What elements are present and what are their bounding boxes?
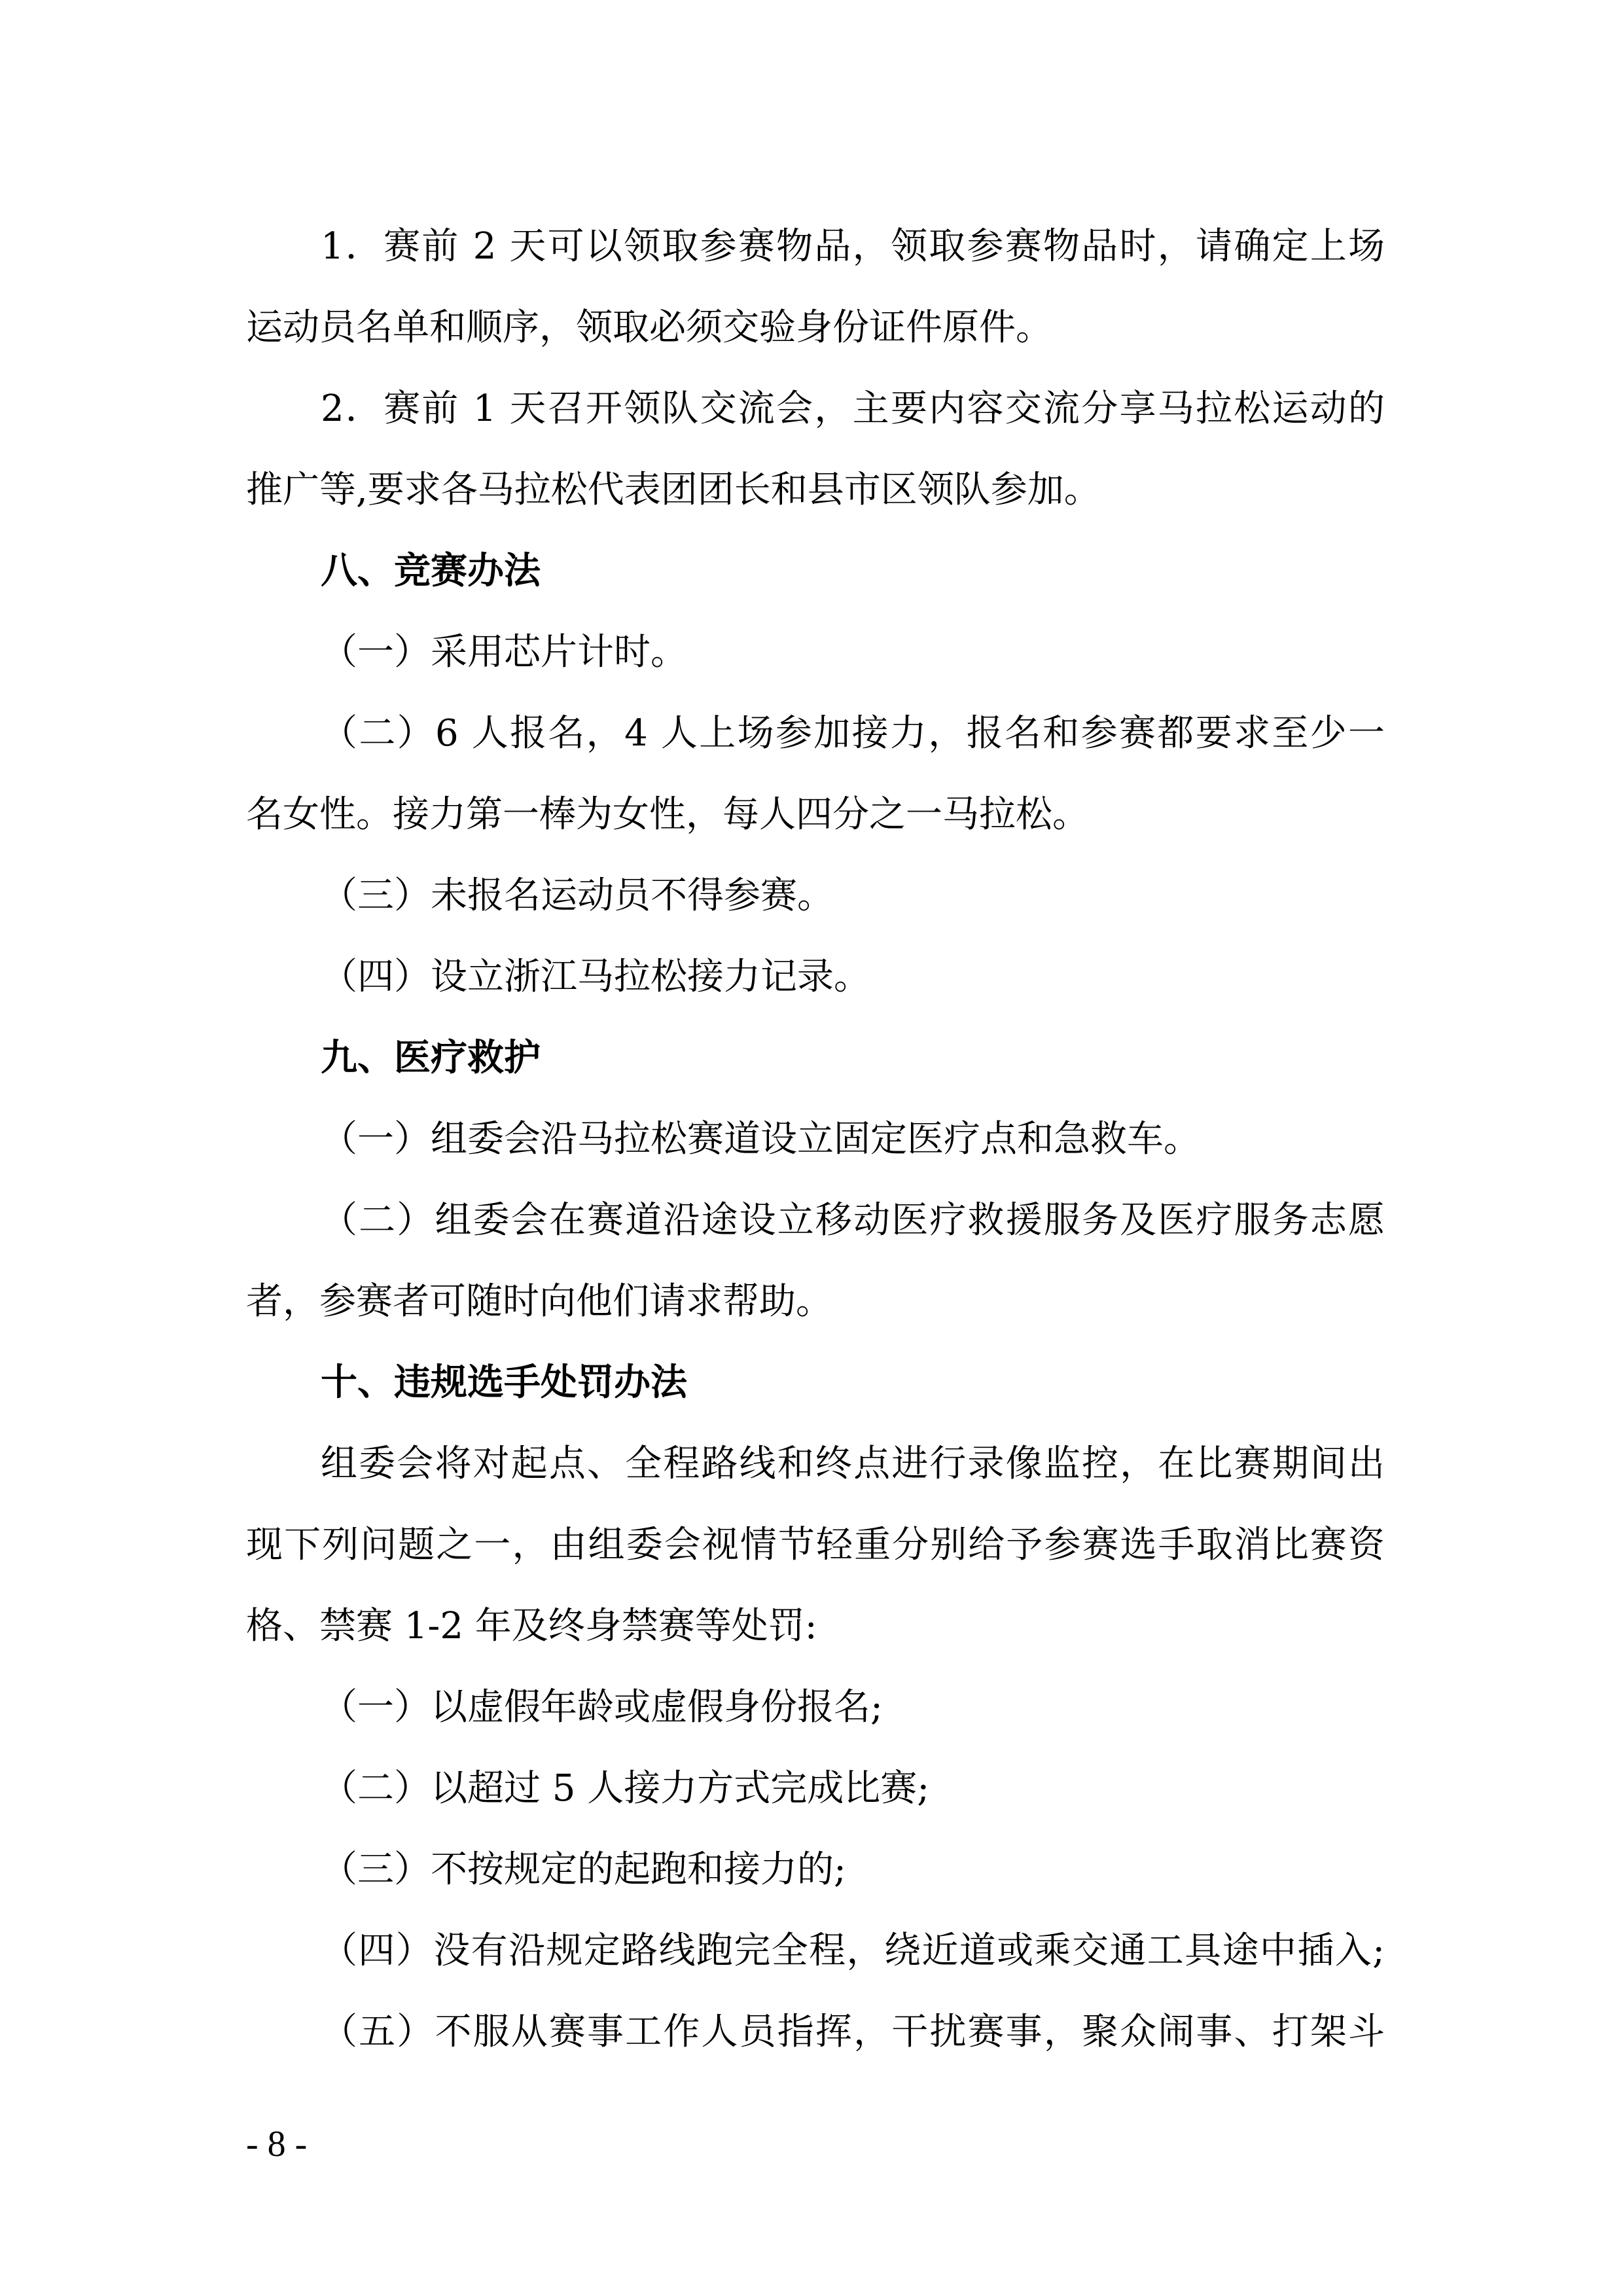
paragraph-line-10-2: （二）以超过 5 人接力方式完成比赛; xyxy=(321,1767,930,1810)
paragraph-line-10-intro-end: 格、禁赛 1-2 年及终身禁赛等处罚: xyxy=(246,1605,817,1647)
paragraph-line-item-1-cont: 运动员名单和顺序，领取必须交验身份证件原件。 xyxy=(246,306,1052,349)
paragraph-line-10-3: （三）不按规定的起跑和接力的; xyxy=(321,1848,846,1891)
paragraph-line-10-1: （一）以虚假年龄或虚假身份报名; xyxy=(321,1686,883,1729)
paragraph-line-9-1: （一）组委会沿马拉松赛道设立固定医疗点和急救车。 xyxy=(321,1118,1200,1160)
paragraph-line-8-2-cont: 名女性。接力第一棒为女性，每人四分之一马拉松。 xyxy=(246,793,1089,836)
section-heading-10: 十、违规选手处罚办法 xyxy=(321,1361,687,1404)
paragraph-line-10-5: （五）不服从赛事工作人员指挥，干扰赛事，聚众闹事、打架斗 xyxy=(321,2011,1385,2053)
paragraph-line-10-intro-cont: 现下列问题之一，由组委会视情节轻重分别给予参赛选手取消比赛资 xyxy=(246,1524,1385,1566)
paragraph-line-8-2: （二）6 人报名，4 人上场参加接力，报名和参赛都要求至少一 xyxy=(321,712,1385,755)
paragraph-line-8-3: （三）未报名运动员不得参赛。 xyxy=(321,874,834,917)
page-number: - 8 - xyxy=(246,2124,308,2164)
paragraph-line-item-2-cont: 推广等,要求各马拉松代表团团长和县市区领队参加。 xyxy=(246,469,1101,511)
paragraph-line-9-2: （二）组委会在赛道沿途设立移动医疗救援服务及医疗服务志愿 xyxy=(321,1199,1385,1242)
paragraph-line-8-1: （一）采用芯片计时。 xyxy=(321,631,687,673)
paragraph-line-10-4: （四）没有沿规定路线跑完全程，绕近道或乘交通工具途中插入; xyxy=(321,1929,1385,1972)
paragraph-line-item-1: 1．赛前 2 天可以领取参赛物品，领取参赛物品时，请确定上场 xyxy=(321,225,1385,268)
section-heading-8: 八、竞赛办法 xyxy=(321,550,541,592)
paragraph-line-8-4: （四）设立浙江马拉松接力记录。 xyxy=(321,956,870,998)
paragraph-line-10-intro: 组委会将对起点、全程路线和终点进行录像监控，在比赛期间出 xyxy=(321,1443,1385,1485)
paragraph-line-item-2: 2．赛前 1 天召开领队交流会，主要内容交流分享马拉松运动的 xyxy=(321,387,1385,430)
section-heading-9: 九、医疗救护 xyxy=(321,1037,541,1079)
paragraph-line-9-2-cont: 者，参赛者可随时向他们请求帮助。 xyxy=(246,1280,832,1323)
